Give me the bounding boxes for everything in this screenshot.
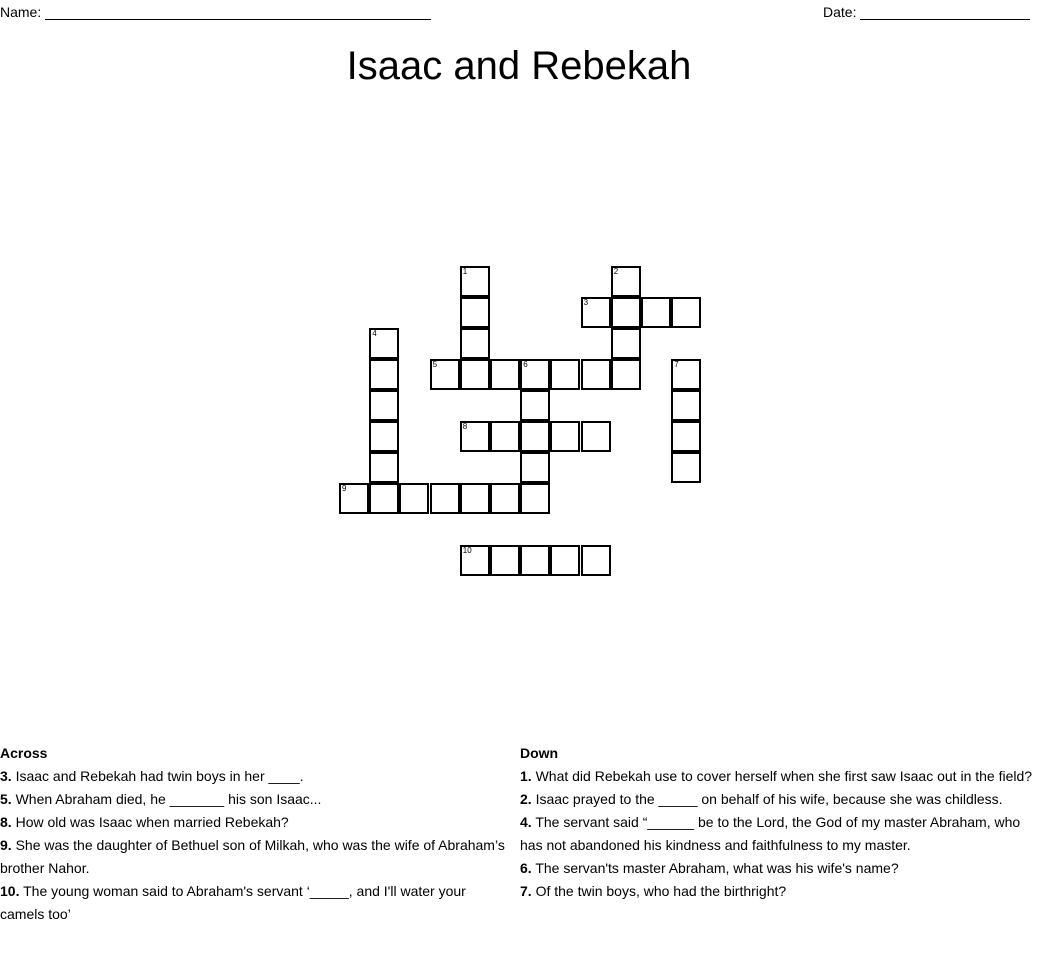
date-label: Date: <box>823 4 857 20</box>
grid-cell[interactable] <box>520 359 550 390</box>
clue-text: When Abraham died, he _______ his son Isaac... <box>15 791 322 807</box>
grid-cell[interactable] <box>460 359 490 390</box>
clue-down <box>520 880 1035 903</box>
date-line[interactable] <box>860 5 1030 20</box>
grid-cell[interactable] <box>369 359 399 390</box>
clue-across <box>0 811 510 834</box>
name-line[interactable] <box>45 5 431 20</box>
clue-number: 5. <box>0 791 12 807</box>
clue-down <box>520 857 1035 880</box>
grid-cell[interactable] <box>369 452 399 483</box>
grid-cell[interactable] <box>641 297 671 328</box>
grid-cell[interactable] <box>611 297 641 328</box>
grid-cell[interactable] <box>460 297 490 328</box>
grid-cell[interactable] <box>369 483 399 514</box>
grid-cell[interactable] <box>460 483 490 514</box>
grid-cell[interactable] <box>671 297 701 328</box>
cell-number: 3 <box>583 298 589 307</box>
grid-cell[interactable] <box>671 390 701 421</box>
cell-number: 6 <box>523 360 528 369</box>
grid-cell[interactable] <box>490 545 520 576</box>
grid-cell[interactable] <box>520 421 550 452</box>
clue-number: 1. <box>520 768 532 784</box>
name-field[interactable] <box>0 4 431 20</box>
grid-cell[interactable] <box>460 328 490 359</box>
clue-text: The servan'ts master Abraham, what was his wife's name? <box>535 860 899 876</box>
clue-text: She was the daughter of Bethuel son of Milkah, who was the wife of Abraham’s brother Nahor. <box>0 837 505 876</box>
grid-cell[interactable] <box>520 545 550 576</box>
grid-cell[interactable] <box>611 266 641 297</box>
grid-cell[interactable] <box>581 297 611 328</box>
grid-cell[interactable] <box>550 421 580 452</box>
clue-text: Of the twin boys, who had the birthright? <box>535 883 787 899</box>
cell-number: 10 <box>462 546 472 555</box>
clue-number: 8. <box>0 814 12 830</box>
down-heading: Down <box>520 745 559 761</box>
cell-number: 7 <box>674 360 679 369</box>
cell-number: 8 <box>462 422 468 431</box>
grid-cell[interactable] <box>671 452 701 483</box>
grid-cell[interactable] <box>430 359 460 390</box>
grid-cell[interactable] <box>490 483 520 514</box>
page-title: Isaac and Rebekah <box>346 44 692 88</box>
clue-down <box>520 788 1035 811</box>
grid-cell[interactable] <box>430 483 460 514</box>
clue-across <box>0 765 510 788</box>
clue-text: The servant said “______ be to the Lord, the God of my master Abraham, who has not abandoned his kindness and faithfulness to my master. <box>520 814 1021 853</box>
grid-cell[interactable] <box>520 483 550 514</box>
cell-number: 9 <box>342 484 347 493</box>
clue-number: 2. <box>520 791 532 807</box>
clue-number: 9. <box>0 837 12 853</box>
clue-number: 10. <box>0 883 20 899</box>
clue-number: 4. <box>520 814 532 830</box>
clue-number: 7. <box>520 883 532 899</box>
clue-down <box>520 811 1035 857</box>
grid-cell[interactable] <box>460 266 490 297</box>
grid-cell[interactable] <box>520 390 550 421</box>
grid-cell[interactable] <box>520 452 550 483</box>
clue-text: How old was Isaac when married Rebekah? <box>15 814 289 830</box>
grid-cell[interactable] <box>369 390 399 421</box>
cell-number: 1 <box>462 267 468 276</box>
grid-cell[interactable] <box>611 328 641 359</box>
grid-cell[interactable] <box>550 359 580 390</box>
clue-text: What did Rebekah use to cover herself when she first saw Isaac out in the field? <box>535 768 1033 784</box>
grid-cell[interactable] <box>369 421 399 452</box>
clue-number: 3. <box>0 768 12 784</box>
grid-cell[interactable] <box>490 421 520 452</box>
clue-text: Isaac and Rebekah had twin boys in her ____. <box>15 768 304 784</box>
grid-cell[interactable] <box>581 545 611 576</box>
grid-cell[interactable] <box>460 421 490 452</box>
grid-cell[interactable] <box>581 421 611 452</box>
grid-cell[interactable] <box>671 421 701 452</box>
clue-text: Isaac prayed to the _____ on behalf of his wife, because she was childless. <box>535 791 1003 807</box>
clue-down <box>520 765 1035 788</box>
across-heading: Across <box>0 745 48 761</box>
date-field[interactable] <box>823 4 1030 20</box>
cell-number: 5 <box>432 360 438 369</box>
grid-cell[interactable] <box>490 359 520 390</box>
grid-cell[interactable] <box>611 359 641 390</box>
grid-cell[interactable] <box>339 483 369 514</box>
clue-across <box>0 834 510 880</box>
grid-cell[interactable] <box>460 545 490 576</box>
cell-number: 2 <box>613 267 619 276</box>
grid-cell[interactable] <box>550 545 580 576</box>
clue-number: 6. <box>520 860 532 876</box>
clue-text: The young woman said to Abraham's servant ‘_____, and I'll water your camels too’ <box>0 883 466 922</box>
crossword-grid <box>339 266 739 586</box>
cell-number: 4 <box>372 329 377 338</box>
grid-cell[interactable] <box>581 359 611 390</box>
clue-across <box>0 880 510 926</box>
grid-cell[interactable] <box>399 483 429 514</box>
grid-cell[interactable] <box>671 359 701 390</box>
down-clues <box>520 742 1035 903</box>
grid-cell[interactable] <box>369 328 399 359</box>
name-label: Name: <box>0 4 42 20</box>
clue-across <box>0 788 510 811</box>
across-clues <box>0 742 510 926</box>
